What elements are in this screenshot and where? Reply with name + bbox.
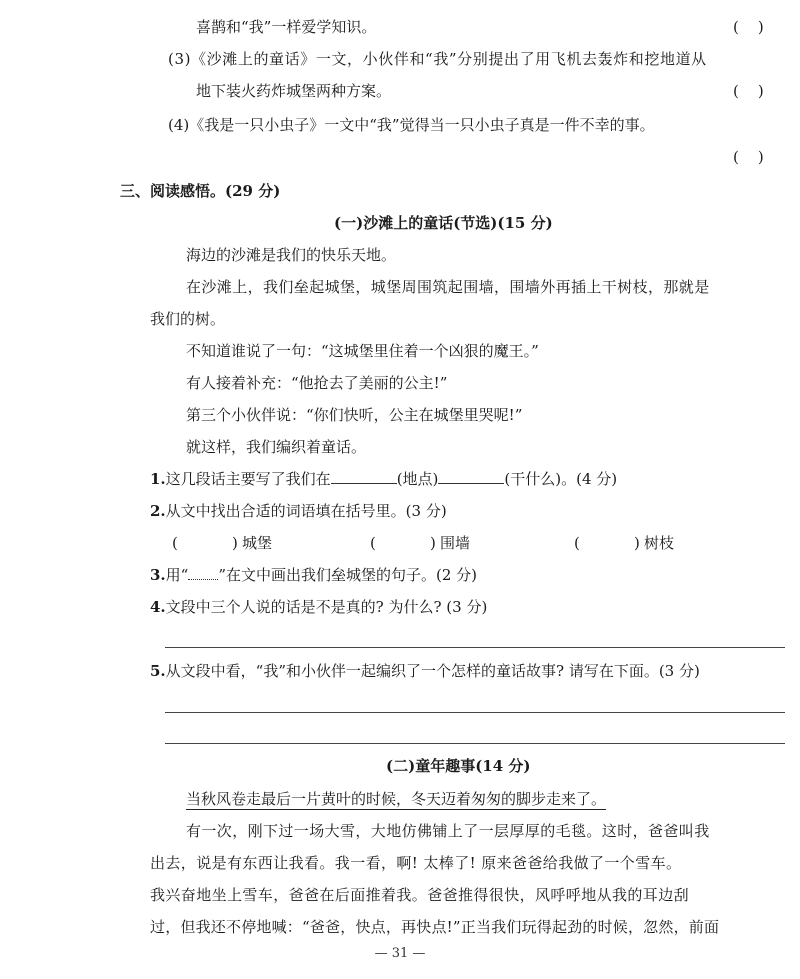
page-number: — 31 — bbox=[374, 946, 426, 961]
passage2-title: (二)童年趣事(14 分) bbox=[386, 757, 531, 775]
question-4-number: 4. bbox=[150, 598, 166, 616]
passage1-title: (一)沙滩上的童话(节选)(15 分) bbox=[334, 214, 553, 232]
question-4-text: 文段中三个人说的话是不是真的? 为什么? (3 分) bbox=[165, 598, 488, 616]
passage1-para1: 海边的沙滩是我们的快乐天地。 bbox=[186, 246, 397, 264]
question-4 bbox=[150, 596, 487, 618]
question-3-text-a: 用“ bbox=[165, 566, 189, 584]
section3-heading: 三、阅读感悟。(29 分) bbox=[120, 182, 281, 200]
q2-word-3: 树枝 bbox=[644, 534, 675, 552]
q2-blank-2-open[interactable]: ( bbox=[370, 534, 376, 552]
q2-blank-1-open[interactable]: ( bbox=[172, 534, 178, 552]
question-1-number: 1. bbox=[150, 470, 166, 488]
question-1-blank-activity[interactable] bbox=[438, 469, 504, 484]
q2-blank-1-close[interactable]: ) bbox=[232, 534, 238, 552]
question-2-number: 2. bbox=[150, 502, 166, 520]
passage2-line4: 我兴奋地坐上雪车，爸爸在后面推着我。爸爸推得很快，风呼呼地从我的耳边刮 bbox=[150, 886, 690, 904]
question-1-text-b: (地点) bbox=[396, 470, 439, 488]
question-5 bbox=[150, 660, 700, 682]
wavy-underline-symbol bbox=[188, 567, 218, 580]
passage1-para2-line1: 在沙滩上，我们垒起城堡，城堡周围筑起围墙，围墙外再插上干树枝，那就是 bbox=[186, 278, 710, 296]
question-3 bbox=[150, 564, 477, 586]
question-2-text: 从文中找出合适的词语填在括号里。(3 分) bbox=[165, 502, 447, 520]
question-3-number: 3. bbox=[150, 566, 166, 584]
q2-blank-3-close[interactable]: ) bbox=[634, 534, 640, 552]
question-5-text: 从文段中看，“我”和小伙伴一起编织了一个怎样的童话故事? 请写在下面。(3 分) bbox=[165, 662, 700, 680]
passage2-line2: 有一次，刚下过一场大雪，大地仿佛铺上了一层厚厚的毛毯。这时，爸爸叫我 bbox=[186, 822, 710, 840]
passage2-underlined-sentence: 当秋风卷走最后一片黄叶的时候，冬天迈着匆匆的脚步走来了。 bbox=[186, 790, 607, 808]
tf-answer-paren-3[interactable]: ( ) bbox=[733, 82, 766, 100]
question-1-blank-place[interactable] bbox=[331, 469, 397, 484]
passage1-para4: 有人接着补充：“他抢去了美丽的公主!” bbox=[186, 374, 448, 392]
question-2 bbox=[150, 500, 447, 522]
tf-item3-line2: 地下装火药炸城堡两种方案。 bbox=[196, 82, 392, 100]
passage1-para2-line2: 我们的树。 bbox=[150, 310, 226, 328]
passage2-line5: 过，但我还不停地喊：“爸爸，快点，再快点!”正当我们玩得起劲的时候，忽然，前面 bbox=[150, 918, 720, 936]
question-1 bbox=[150, 468, 617, 490]
passage1-para5: 第三个小伙伴说：“你们快听，公主在城堡里哭呢!” bbox=[186, 406, 523, 424]
question-3-text-b: ”在文中画出我们垒城堡的句子。(2 分) bbox=[218, 566, 478, 584]
q2-word-1: 城堡 bbox=[242, 534, 273, 552]
question-5-number: 5. bbox=[150, 662, 166, 680]
passage1-para3: 不知道谁说了一句：“这城堡里住着一个凶狠的魔王。” bbox=[186, 342, 539, 360]
question-1-text-a: 这几段话主要写了我们在 bbox=[165, 470, 331, 488]
q2-blank-2-close[interactable]: ) bbox=[430, 534, 436, 552]
tf-item4-line1: (4)《我是一只小虫子》一文中“我”觉得当一只小虫子真是一件不幸的事。 bbox=[168, 116, 655, 134]
tf-item3-line1: (3)《沙滩上的童话》一文，小伙伴和“我”分别提出了用飞机去轰炸和挖地道从 bbox=[168, 50, 707, 68]
q5-answer-line-1[interactable] bbox=[165, 712, 785, 713]
q4-answer-line[interactable] bbox=[165, 647, 785, 648]
q2-word-2: 围墙 bbox=[440, 534, 471, 552]
passage2-line1-underlined bbox=[186, 788, 606, 810]
passage2-line3: 出去，说是有东西让我看。我一看，啊! 太棒了! 原来爸爸给我做了一个雪车。 bbox=[150, 854, 682, 872]
tf-item2-continuation: 喜鹊和“我”一样爱学知识。 bbox=[196, 18, 377, 36]
tf-answer-paren-2[interactable]: ( ) bbox=[733, 18, 766, 36]
tf-answer-paren-4[interactable]: ( ) bbox=[733, 148, 766, 166]
question-1-text-c: (干什么)。(4 分) bbox=[504, 470, 618, 488]
passage1-para6: 就这样，我们编织着童话。 bbox=[186, 438, 367, 456]
q5-answer-line-2[interactable] bbox=[165, 743, 785, 744]
q2-blank-3-open[interactable]: ( bbox=[574, 534, 580, 552]
